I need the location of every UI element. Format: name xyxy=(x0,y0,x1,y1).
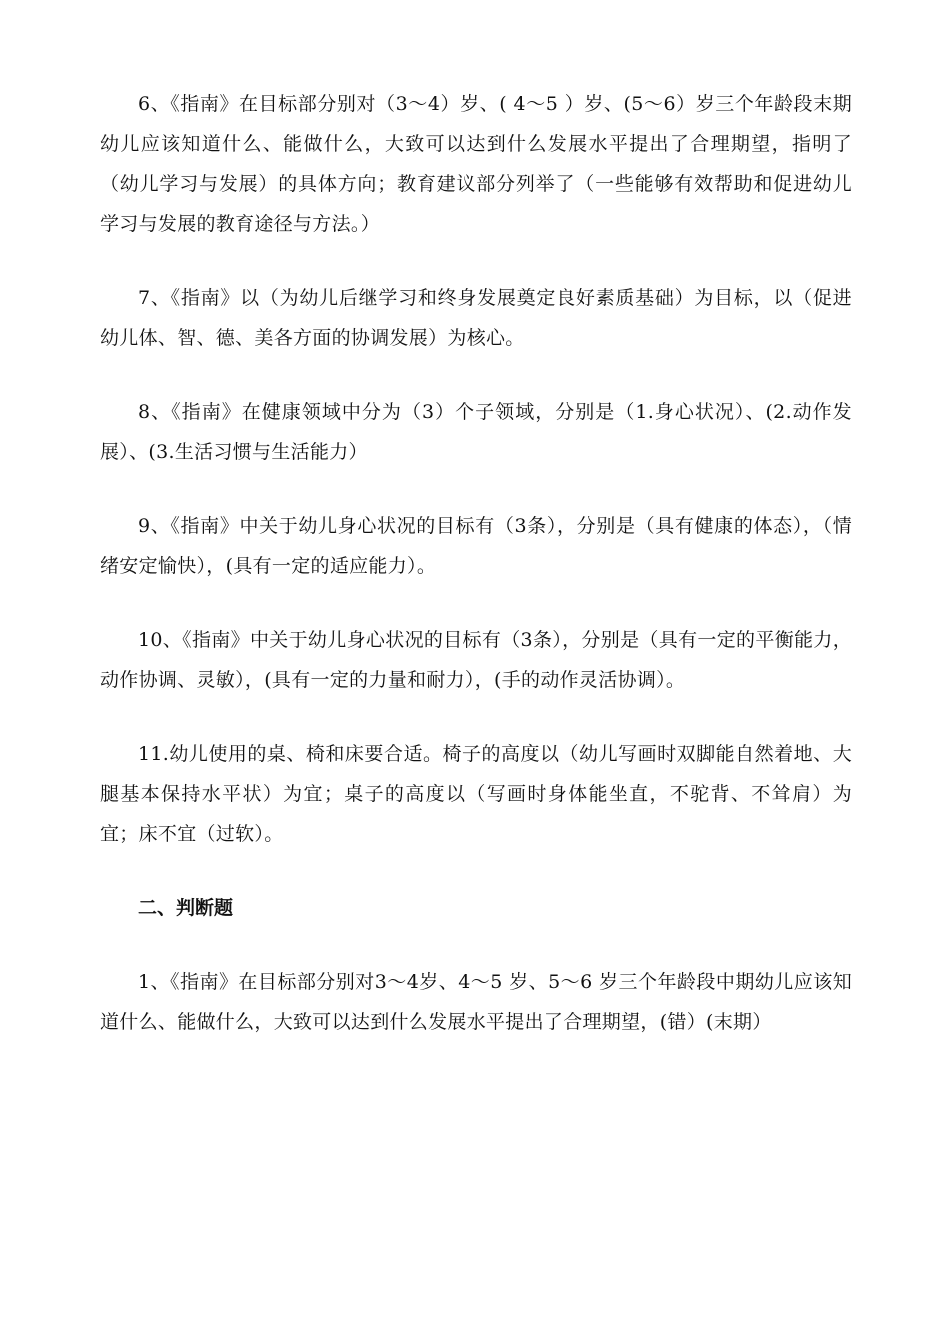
true-false-item-1: 1、《指南》在目标部分别对3～4岁、4～5 岁、5～6 岁三个年龄段中期幼儿应该知道什么、能做什么，大致可以达到什么发展水平提出了合理期望，(错）(末期） xyxy=(100,971,852,1033)
fill-blank-item-11: 11.幼儿使用的桌、椅和床要合适。椅子的高度以（幼儿写画时双脚能自然着地、大腿基本保持水平状）为宜；桌子的高度以（写画时身体能坐直，不驼背、不耸肩）为宜；床不宜（过软）。 xyxy=(100,743,852,845)
fill-blank-item-6: 6、《指南》在目标部分别对（3～4）岁、( 4～5 ）岁、(5～6）岁三个年龄段末期幼儿应该知道什么、能做什么，大致可以达到什么发展水平提出了合理期望，指明了（幼儿学习与发展）的具体方向；教育建议部分列举了（一些能够有效帮助和促进幼儿学习与发展的教育途径与方法。） xyxy=(100,93,852,235)
fill-blank-item-8: 8、《指南》在健康领域中分为（3）个子领域，分别是（1.身心状况）、(2.动作发展）、(3.生活习惯与生活能力） xyxy=(100,401,852,463)
section-heading-true-false: 二、判断题 xyxy=(138,897,234,919)
fill-blank-item-7: 7、《指南》以（为幼儿后继学习和终身发展奠定良好素质基础）为目标，以（促进幼儿体、智、德、美各方面的协调发展）为核心。 xyxy=(100,287,852,349)
fill-blank-item-9: 9、《指南》中关于幼儿身心状况的目标有（3条），分别是（具有健康的体态），（情绪安定愉快），(具有一定的适应能力）。 xyxy=(100,515,852,577)
fill-blank-item-10: 10、《指南》中关于幼儿身心状况的目标有（3条），分别是（具有一定的平衡能力，动作协调、灵敏），(具有一定的力量和耐力），(手的动作灵活协调）。 xyxy=(100,629,852,691)
document-body xyxy=(100,84,852,1076)
